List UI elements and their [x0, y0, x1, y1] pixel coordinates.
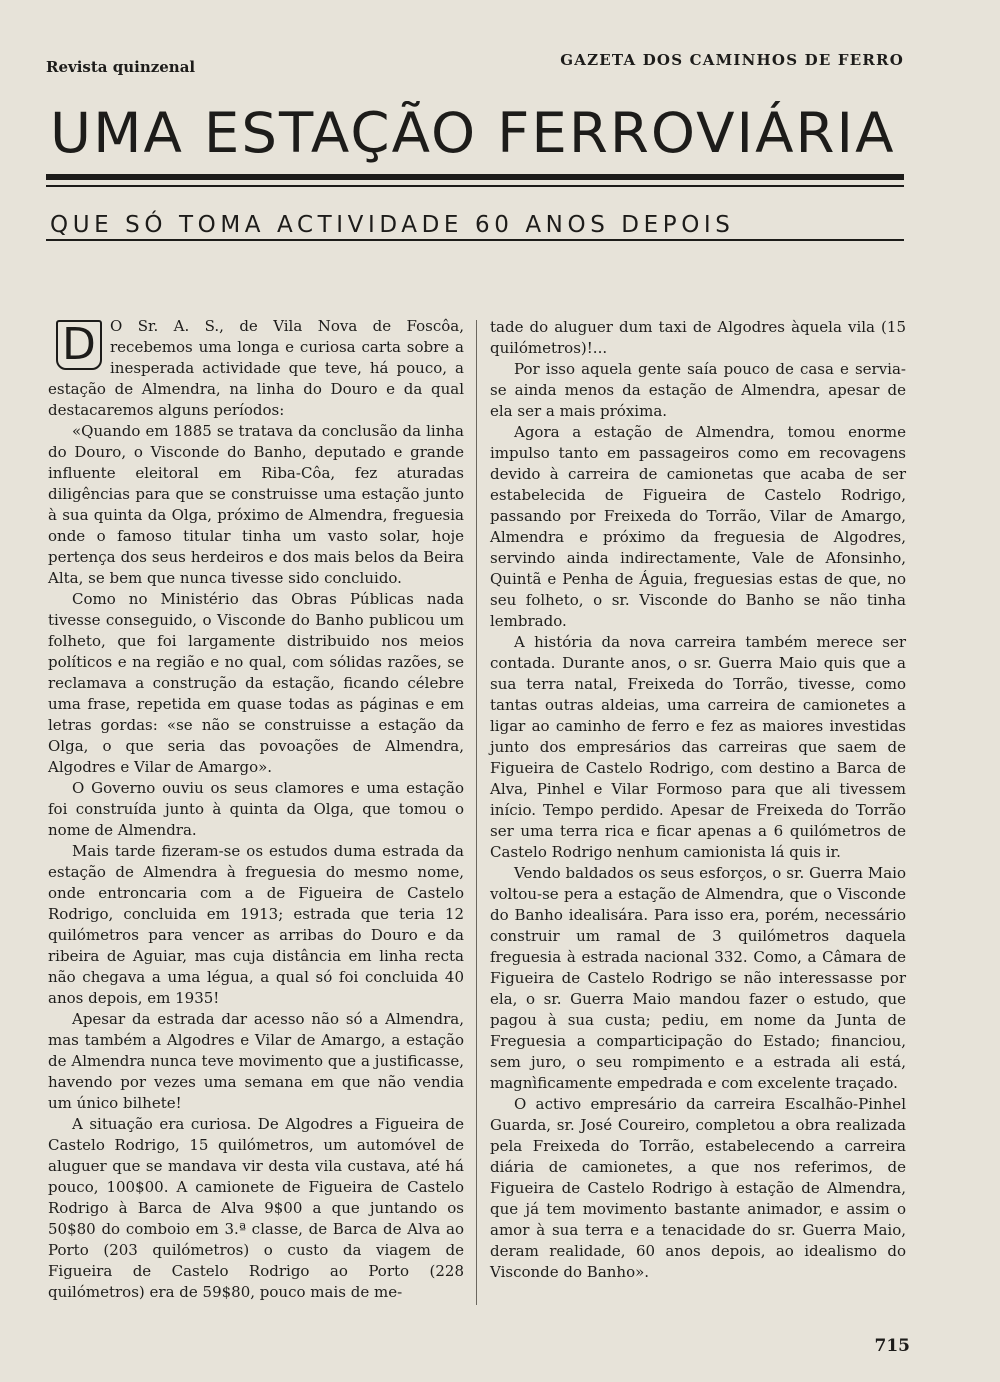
header-magazine-title: GAZETA DOS CAMINHOS DE FERRO [560, 51, 904, 69]
paragraph-text: O Sr. A. S., de Vila Nova de Foscôa, recebemos uma longa e curiosa carta sobre a inesperada actividade que teve, há pouco, a estação de Almendra, na linha do Douro e da qual destacaremos alguns períodos: [48, 317, 464, 419]
paragraph: A história da nova carreira também merece ser contada. Durante anos, o sr. Guerra Maio quis que a sua terra natal, Freixeda do Torrão, tivesse, como tantas outras aldeias, uma carreira de camionetes a ligar ao caminho de ferro e fez as maiores investidas junto dos empresários das carreiras que saem de Figueira de Castelo Rodrigo, com destino a Barca de Alva, Pinhel e Vilar Formoso para que ali tivessem início. Tempo perdido. Apesar de Freixeda do Torrão ser uma terra rica e ficar apenas a 6 quilómetros de Castelo Rodrigo nenhum camionista lá quis ir. [490, 633, 906, 861]
right-column [490, 317, 906, 1283]
column-divider [476, 320, 477, 1305]
header-publication-frequency: Revista quinzenal [46, 58, 196, 76]
article-title: UMA ESTAÇÃO FERROVIÁRIA [50, 101, 896, 165]
paragraph: Apesar da estrada dar acesso não só a Almendra, mas também a Algodres e Vilar de Amargo, a estação de Almendra nunca teve movimento que a justificasse, havendo por vezes uma semana em que não vendia um único bilhete! [48, 1010, 464, 1112]
paragraph: Como no Ministério das Obras Públicas nada tivesse conseguido, o Visconde do Banho publicou um folheto, que foi largamente distribuido nos meios políticos e na região e no qual, com sólidas razões, se reclamava a construção da estação, ficando célebre uma frase, repetida em quase todas as páginas e em letras gordas: «se não se construisse a estação da Olga, o que seria das povoações de Almendra, Algodres e Vilar de Amargo». [48, 590, 464, 776]
left-column [48, 316, 464, 1303]
paragraph: tade do aluguer dum taxi de Algodres àquela vila (15 quilómetros)!... [490, 318, 906, 357]
paragraph: Mais tarde fizeram-se os estudos duma estrada da estação de Almendra à freguesia do mesmo nome, onde entroncaria com a de Figueira de Castelo Rodrigo, concluida em 1913; estrada que teria 12 quilómetros para vencer as arribas do Douro e da ribeira de Aguiar, mas cuja distância em linha recta não chegava a uma légua, a qual só foi concluida 40 anos depois, em 1935! [48, 842, 464, 1007]
paragraph: Por isso aquela gente saía pouco de casa e servia-se ainda menos da estação de Almendra, apesar de ela ser a mais próxima. [490, 360, 906, 420]
paragraph: «Quando em 1885 se tratava da conclusão da linha do Douro, o Visconde do Banho, deputado e grande influente eleitoral em Riba-Côa, fez aturadas diligências para que se construisse uma estação junto à sua quinta da Olga, próximo de Almendra, freguesia onde o famoso titular tinha um vasto solar, hoje pertença dos seus herdeiros e dos mais belos da Beira Alta, se bem que nunca tivesse sido concluido. [48, 422, 464, 587]
drop-cap: D [56, 320, 102, 370]
paragraph: Vendo baldados os seus esforços, o sr. Guerra Maio voltou-se pera a estação de Almendra, que o Visconde do Banho idealisára. Para isso era, porém, necessário construir um ramal de 3 quilómetros daquela freguesia à estrada nacional 332. Como, a Câmara de Figueira de Castelo Rodrigo se não interessasse por ela, o sr. Guerra Maio mandou fazer o estudo, que pagou à sua custa; pediu, em nome da Junta de Freguesia a comparticipação do Estado; financiou, sem juro, o seu rompimento e a estrada ali está, magnìficamente empedrada e com excelente traçado. [490, 864, 906, 1092]
article-subtitle: QUE SÓ TOMA ACTIVIDADE 60 ANOS DEPOIS [50, 212, 735, 238]
page-number: 715 [874, 1336, 910, 1356]
paragraph: O Governo ouviu os seus clamores e uma estação foi construída junto à quinta da Olga, que tomou o nome de Almendra. [48, 779, 464, 839]
paragraph: A situação era curiosa. De Algodres a Figueira de Castelo Rodrigo, 15 quilómetros, um automóvel de aluguer que se mandava vir desta vila custava, até há pouco, 100$00. A camionete de Figueira de Castelo Rodrigo à Barca de Alva 9$00 a que juntando os 50$80 do comboio em 3.ª classe, de Barca de Alva ao Porto (203 quilómetros) o custo da viagem de Figueira de Castelo Rodrigo ao Porto (228 quilómetros) era de 59$80, pouco mais de me- [48, 1115, 464, 1301]
subtitle-rule [46, 239, 904, 241]
title-rule-thick [46, 174, 904, 180]
paragraph [48, 316, 464, 421]
title-rule-thin [46, 185, 904, 187]
paragraph: Agora a estação de Almendra, tomou enorme impulso tanto em passageiros como em recovagens devido à carreira de camionetas que acaba de ser estabelecida de Figueira de Castelo Rodrigo, passando por Freixeda do Torrão, Vilar de Amargo, Almendra e próximo da freguesia de Algodres, servindo ainda indirectamente, Vale de Afonsinho, Quintã e Penha de Águia, freguesias estas de que, no seu folheto, o sr. Visconde do Banho se não tinha lembrado. [490, 423, 906, 630]
paragraph: O activo empresário da carreira Escalhão-Pinhel Guarda, sr. José Coureiro, completou a obra realizada pela Freixeda do Torrão, estabelecendo a carreira diária de camionetes, a que nos referimos, de Figueira de Castelo Rodrigo à estação de Almendra, que já tem movimento bastante animador, e assim o amor à sua terra e a tenacidade do sr. Guerra Maio, deram realidade, 60 anos depois, ao idealismo do Visconde do Banho». [490, 1095, 906, 1281]
